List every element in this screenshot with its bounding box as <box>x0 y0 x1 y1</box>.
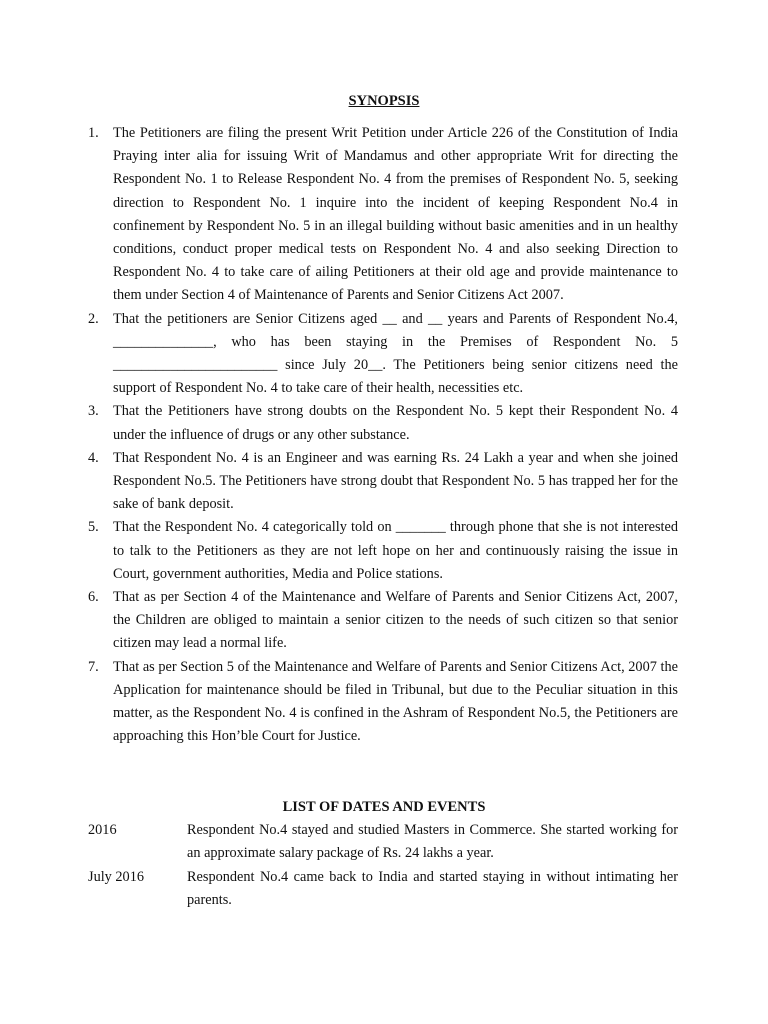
item-number: 7. <box>88 658 99 675</box>
events-table <box>88 819 678 913</box>
synopsis-list <box>88 122 678 748</box>
event-row <box>88 819 678 866</box>
event-date: July 2016 <box>88 868 145 885</box>
item-number: 4. <box>88 449 99 466</box>
item-text: That as per Section 4 of the Maintenance and Welfare of Parents and Senior Citizens Act, 2007, the Children are obliged to maintain a senior citizen to the needs of such citizen so that senior citizen may lead a normal life. <box>113 589 678 652</box>
synopsis-item <box>88 516 678 586</box>
synopsis-item <box>88 122 678 308</box>
event-description: Respondent No.4 came back to India and started staying in without intimating her parents. <box>187 868 678 909</box>
synopsis-item <box>88 400 678 446</box>
events-heading: LIST OF DATES AND EVENTS <box>282 799 486 815</box>
item-text: The Petitioners are filing the present Writ Petition under Article 226 of the Constitution of India Praying inter alia for issuing Writ of Mandamus and other appropriate Writ for directing the Respondent No. 1 to Release Respondent No. 4 from the premises of Respondent No. 5, seeking direction to Respondent No. 1 inquire into the incident of keeping Respondent No.4 in confinement by Respondent No. 5 in an illegal building without basic amenities and in un healthy conditions, conduct proper medical tests on Respondent No. 4 and also seeking Direction to Respondent No. 4 to take care of ailing Petitioners at their old age and provide maintenance to them under Section 4 of Maintenance of Parents and Senior Citizens Act 2007. <box>113 125 678 304</box>
synopsis-heading: SYNOPSIS <box>348 93 420 109</box>
item-number: 1. <box>88 125 99 141</box>
synopsis-item <box>88 447 678 517</box>
item-text: That Respondent No. 4 is an Engineer and was earning Rs. 24 Lakh a year and when she joined Respondent No.5. The Petitioners have strong doubt that Respondent No. 5 has trapped her for the sake of bank deposit. <box>113 449 678 513</box>
item-text: That the Petitioners have strong doubts on the Respondent No. 5 kept their Respondent No. 4 under the influence of drugs or any other substance. <box>113 403 678 443</box>
event-date: 2016 <box>88 822 117 838</box>
item-number: 3. <box>88 403 99 420</box>
item-text: That as per Section 5 of the Maintenance and Welfare of Parents and Senior Citizens Act, 2007 the Application for maintenance should be filed in Tribunal, but due to the Peculiar situation in this matter, as the Respondent No. 4 is confined in the Ashram of Respondent No.5, the Petitioners are approaching this Hon’ble Court for Justice. <box>113 658 678 745</box>
item-text: That the Respondent No. 4 categorically told on _______ through phone that she is not interested to talk to the Petitioners as they are not left hope on her and continuously raising the issue in Court, government authorities, Media and Police stations. <box>113 519 678 582</box>
event-description: Respondent No.4 stayed and studied Masters in Commerce. She started working for an approximate salary package of Rs. 24 lakhs a year. <box>187 822 678 862</box>
synopsis-item <box>88 656 678 749</box>
item-text: That the petitioners are Senior Citizens aged __ and __ years and Parents of Respondent No.4, ______________, who has been staying in the Premises of Respondent No. 5 _______________________ since July 20__. The Petitioners being senior citizens need the support of Respondent No. 4 to take care of their health, necessities etc. <box>113 310 678 397</box>
item-number: 5. <box>88 519 99 536</box>
synopsis-item <box>88 308 678 401</box>
item-number: 2. <box>88 310 99 327</box>
synopsis-item <box>88 586 678 656</box>
event-row <box>88 866 678 913</box>
item-number: 6. <box>88 589 99 606</box>
